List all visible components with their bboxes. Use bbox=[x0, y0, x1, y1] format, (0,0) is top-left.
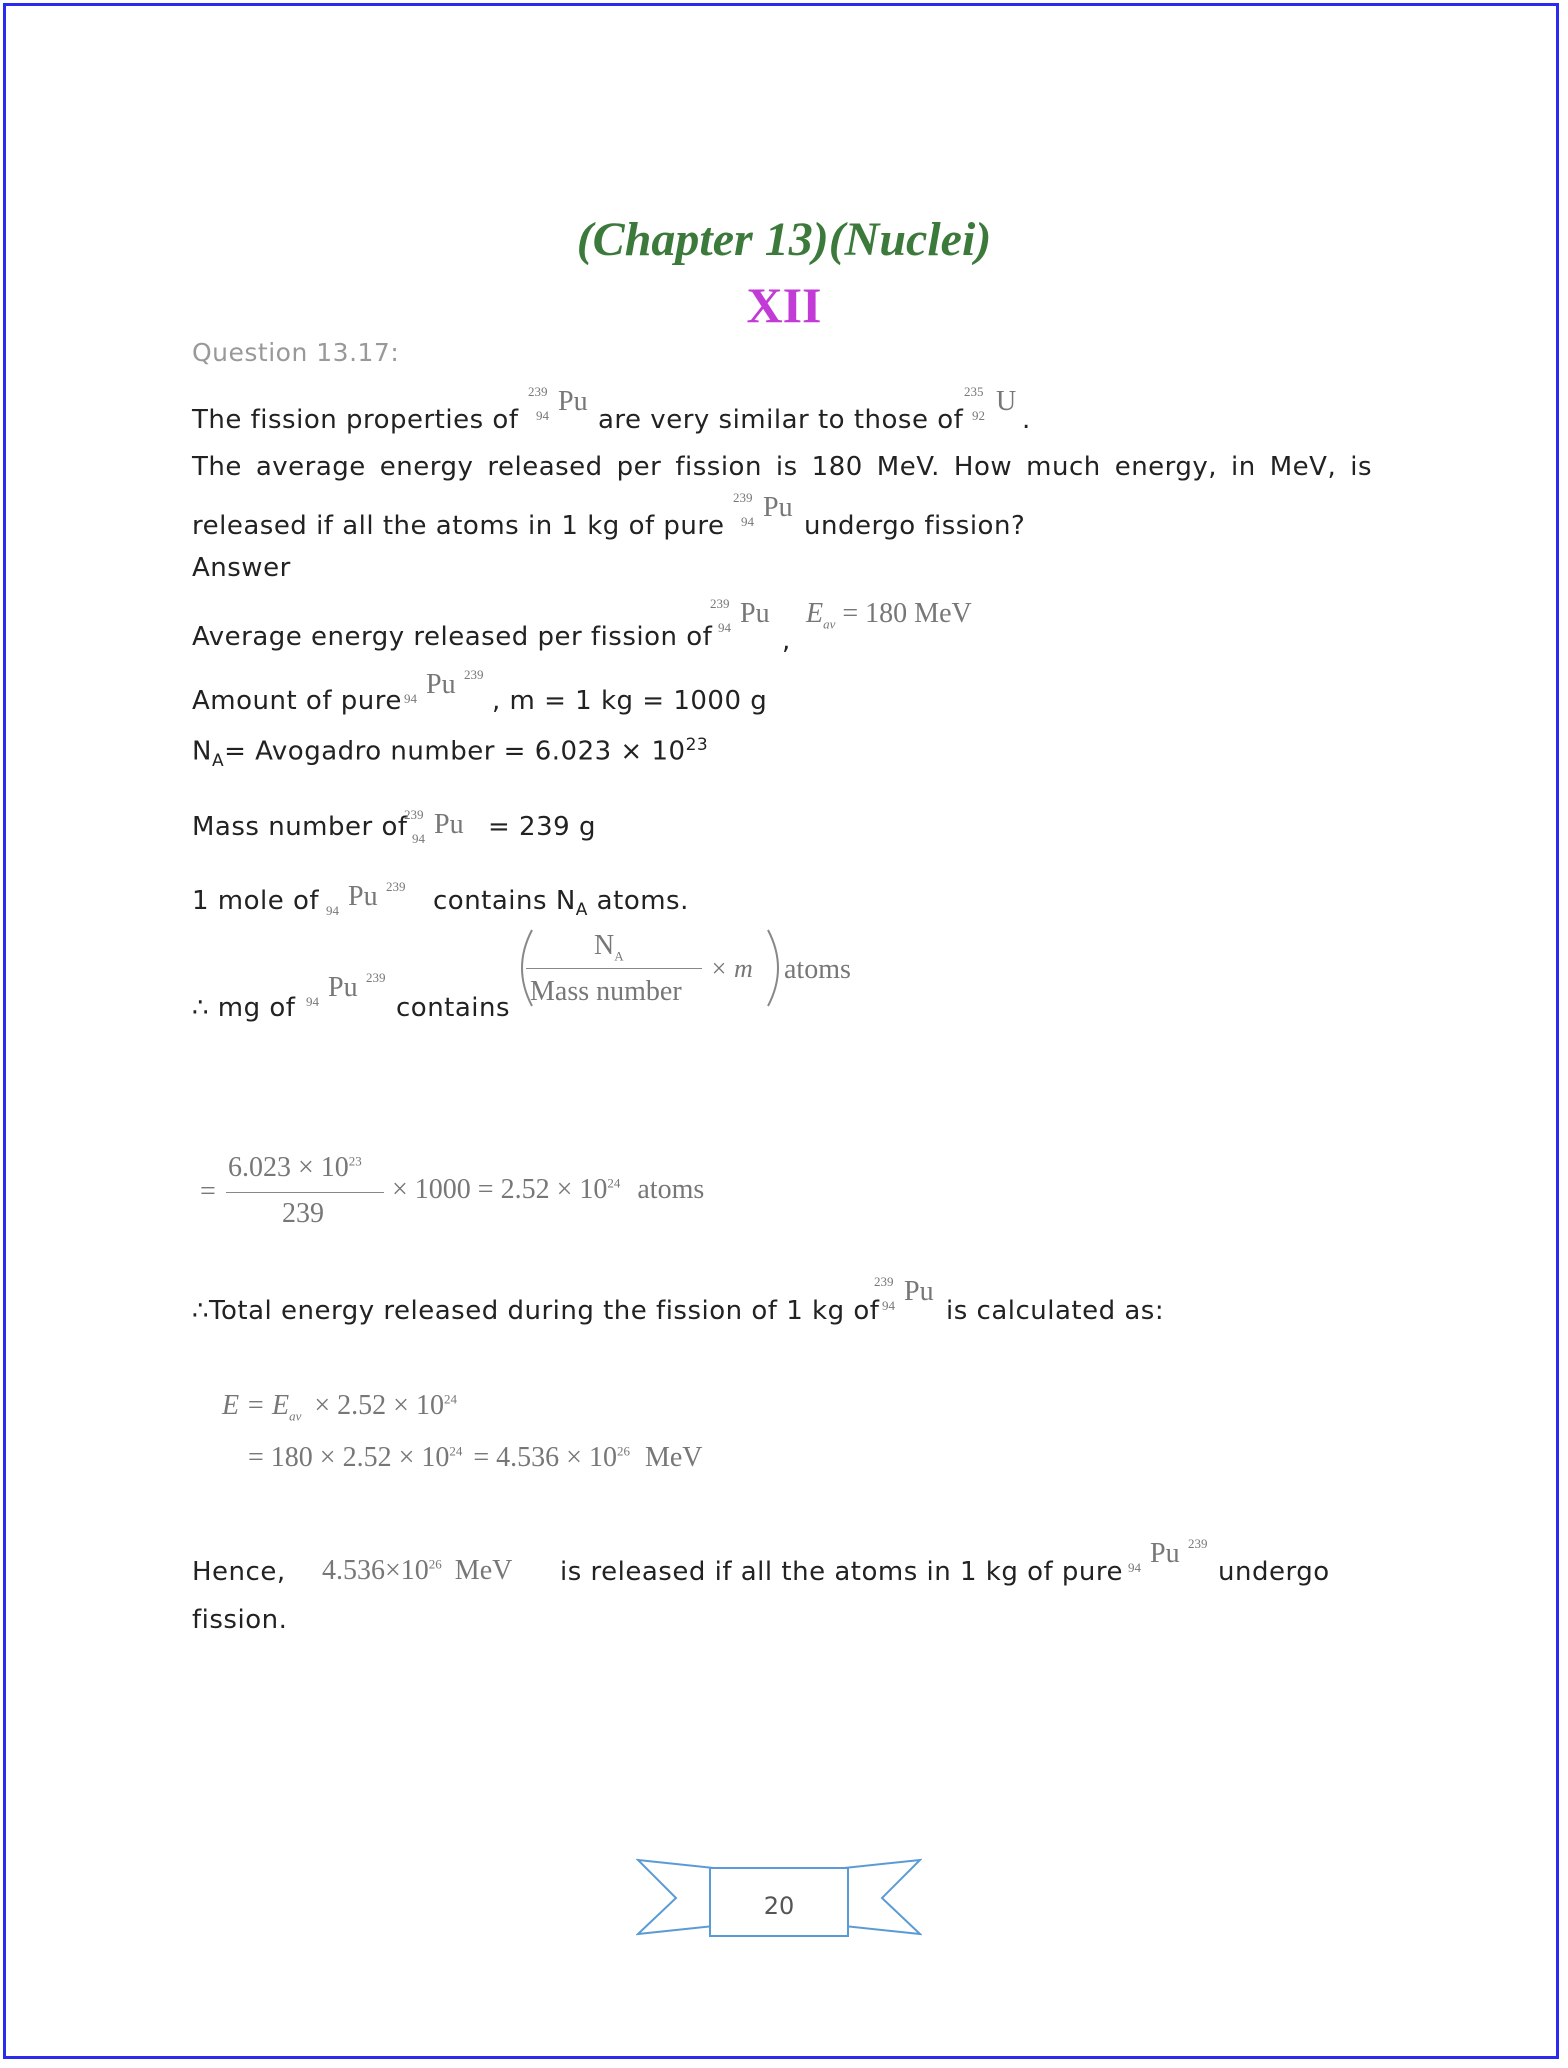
total-text-a: ∴Total energy released during the fission of 1 kg of bbox=[192, 1296, 880, 1326]
energy-line1-a: E = E bbox=[222, 1390, 290, 1421]
mole-text-a: 1 mole of bbox=[192, 886, 320, 916]
na-symbol: N bbox=[192, 736, 212, 767]
energy-line1 bbox=[222, 1390, 457, 1425]
question-line1-a: The fission properties of bbox=[192, 405, 519, 435]
question-line1-b: are very similar to those of bbox=[598, 405, 964, 435]
nuclide-symbol: Pu bbox=[434, 809, 464, 840]
nuclide-atomic: 94 bbox=[326, 903, 339, 918]
question-line3-a: released if all the atoms in 1 kg of pure bbox=[192, 511, 725, 541]
nuclide-atomic: 94 bbox=[536, 408, 549, 423]
nuclide-mass: 239 bbox=[733, 490, 753, 505]
mole-text-b: contains N bbox=[433, 886, 576, 916]
avg-energy-text: Average energy released per fission of bbox=[192, 622, 713, 652]
eq2-denominator: 239 bbox=[282, 1198, 324, 1229]
nuclide-symbol: U bbox=[996, 386, 1017, 417]
eq2-equals: = bbox=[200, 1176, 216, 1207]
nuclide-atomic: 94 bbox=[412, 831, 425, 846]
mg-text-a: ∴ mg of bbox=[192, 993, 296, 1023]
question-line1-c: . bbox=[1022, 405, 1031, 435]
nuclide-mass: 239 bbox=[710, 596, 730, 611]
nuclide-symbol: Pu bbox=[348, 881, 378, 912]
eav-value: = 180 MeV bbox=[842, 598, 972, 629]
avogadro-line bbox=[192, 735, 708, 771]
energy-line1-b: × 2.52 × 10 bbox=[314, 1390, 444, 1421]
nuclide-mass: 239 bbox=[404, 807, 424, 822]
eav-symbol: E bbox=[806, 598, 824, 629]
question-label: Question 13.17: bbox=[192, 338, 400, 367]
nuclide-symbol: Pu bbox=[763, 492, 793, 523]
energy-line2-c: MeV bbox=[644, 1442, 703, 1473]
mole-text-c: atoms. bbox=[587, 886, 689, 916]
nuclide-mass: 239 bbox=[366, 970, 386, 985]
nuclide-atomic: 94 bbox=[404, 691, 417, 706]
mg-text-b: contains bbox=[396, 993, 511, 1023]
eq2-frac-line bbox=[226, 1192, 384, 1193]
eav-subscript: av bbox=[823, 616, 836, 632]
page-number-ribbon bbox=[636, 1858, 922, 1948]
nuclide-atomic: 94 bbox=[1128, 1560, 1141, 1575]
nuclide-symbol: Pu bbox=[328, 972, 358, 1003]
nuclide-symbol: Pu bbox=[1150, 1538, 1180, 1569]
comma: , bbox=[782, 626, 791, 656]
hence-c: undergo bbox=[1218, 1557, 1330, 1587]
nuclide-mass: 239 bbox=[874, 1274, 894, 1289]
frac1-line bbox=[526, 968, 702, 969]
question-line2: The average energy released per fission is 180 MeV. How much energy, in MeV, is bbox=[192, 452, 1372, 482]
nuclide-mass: 239 bbox=[386, 879, 406, 894]
eq2-rest-exp: 24 bbox=[607, 1175, 621, 1191]
avogadro-text: = Avogadro number = 6.023 × 10 bbox=[224, 736, 686, 767]
amount-text: Amount of pure bbox=[192, 686, 402, 716]
page-number: 20 bbox=[763, 1892, 795, 1920]
nuclide-symbol: Pu bbox=[904, 1276, 934, 1307]
nuclide-mass: 239 bbox=[528, 384, 548, 399]
mass-number-text: Mass number of bbox=[192, 812, 408, 842]
mole-text bbox=[433, 886, 689, 920]
hence-a: Hence, bbox=[192, 1557, 286, 1587]
avogadro-exponent: 23 bbox=[685, 735, 709, 755]
frac1-denominator: Mass number bbox=[530, 976, 682, 1007]
energy-line2-exp1: 24 bbox=[449, 1443, 463, 1459]
nuclide-mass: 235 bbox=[964, 384, 984, 399]
frac1-times-m: × m bbox=[710, 954, 753, 983]
hence-b: is released if all the atoms in 1 kg of pure bbox=[560, 1557, 1124, 1587]
eq2-num-exp: 23 bbox=[348, 1153, 362, 1169]
eq2-rest: × 1000 = 2.52 × 10 bbox=[392, 1174, 608, 1205]
eav-expression bbox=[806, 598, 972, 633]
frac1-num-symbol: N bbox=[594, 930, 615, 961]
mole-text-sub: A bbox=[575, 900, 588, 921]
total-text-b: is calculated as: bbox=[946, 1296, 1165, 1326]
nuclide-symbol: Pu bbox=[426, 669, 456, 700]
energy-line2-exp2: 26 bbox=[616, 1443, 630, 1459]
energy-line2-b: = 4.536 × 10 bbox=[473, 1442, 617, 1473]
amount-value: , m = 1 kg = 1000 g bbox=[492, 686, 768, 716]
eq2-num-text: 6.023 × 10 bbox=[228, 1152, 349, 1183]
hence-val: 4.536×10 bbox=[322, 1555, 429, 1586]
energy-line2-a: = 180 × 2.52 × 10 bbox=[248, 1442, 450, 1473]
eq2-result bbox=[392, 1174, 704, 1206]
frac1-num-sub: A bbox=[614, 948, 624, 964]
nuclide-mass: 239 bbox=[464, 667, 484, 682]
energy-line2 bbox=[248, 1442, 703, 1474]
class-label: XII bbox=[746, 277, 822, 333]
hence-value bbox=[322, 1555, 512, 1587]
question-line3-b: undergo fission? bbox=[804, 511, 1026, 541]
nuclide-atomic: 94 bbox=[741, 514, 754, 529]
hence-d: fission. bbox=[192, 1605, 288, 1635]
energy-line1-exp: 24 bbox=[443, 1391, 457, 1407]
answer-heading: Answer bbox=[192, 553, 291, 583]
nuclide-mass: 239 bbox=[1188, 1536, 1208, 1551]
eq2-numerator bbox=[228, 1152, 362, 1184]
nuclide-atomic: 94 bbox=[882, 1298, 895, 1313]
chapter-title: (Chapter 13)(Nuclei) bbox=[576, 213, 992, 266]
na-subscript: A bbox=[211, 750, 225, 771]
nuclide-symbol: Pu bbox=[740, 598, 770, 629]
eq2-atoms: atoms bbox=[637, 1174, 705, 1205]
frac1-atoms: atoms bbox=[784, 954, 851, 985]
nuclide-symbol: Pu bbox=[558, 386, 588, 417]
frac1-numerator bbox=[594, 930, 624, 965]
nuclide-atomic: 94 bbox=[718, 620, 731, 635]
hence-exp: 26 bbox=[428, 1556, 442, 1572]
hence-unit: MeV bbox=[454, 1555, 513, 1586]
mass-number-value: = 239 g bbox=[488, 812, 596, 842]
nuclide-atomic: 94 bbox=[306, 994, 319, 1009]
nuclide-atomic: 92 bbox=[972, 408, 985, 423]
energy-line1-sub: av bbox=[289, 1408, 302, 1424]
